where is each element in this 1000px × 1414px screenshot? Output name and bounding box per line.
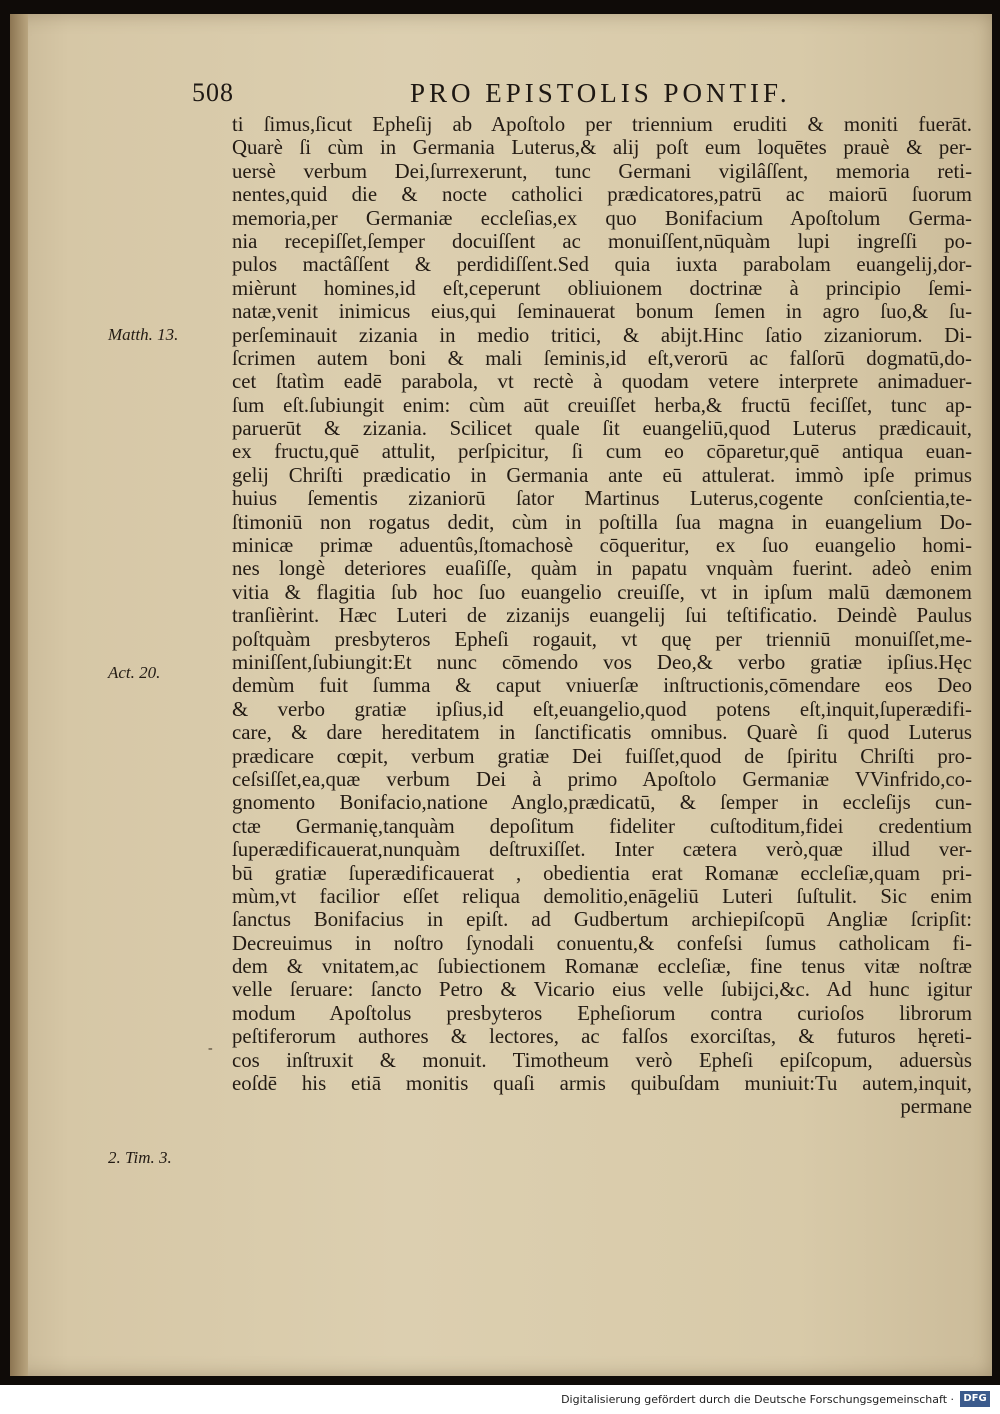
footer-bar — [0, 1385, 1000, 1414]
text-line: prædicare cœpit, verbum gratiæ Dei fuiſſet,quod de ſpiritu Chriſti pro- — [232, 744, 972, 768]
body-text — [232, 113, 972, 1119]
text-line: gelij Chriſti prædicatio in Germania ante eū attulerat. immò ipſe primus — [232, 463, 972, 487]
text-line: & verbo gratiæ ipſius,id eſt,euangelio,quod potens eſt,inquit,ſuperædifi- — [232, 697, 972, 721]
text-line: nia recepiſſet,ſemper docuiſſent ac monuiſſent,nūquàm lupi ingreſſi po- — [232, 229, 972, 253]
text-line: pulos mactâſſent & perdidiſſent.Sed quia iuxta parabolam euangelij,dor- — [232, 253, 972, 277]
running-head: PRO EPISTOLIS PONTIF. — [410, 78, 791, 108]
text-line: ceſsiſſet,ea,quæ verbum Dei à primo Apoſtolo Germaniæ VVinfrido,co- — [232, 767, 972, 791]
margin-dash: - — [208, 1041, 213, 1056]
text-line: natæ,venit inimicus eius,qui ſeminauerat bonum ſemen in agro ſuo,& ſu- — [232, 300, 972, 324]
text-line: dem & vnitatem,ac ſubiectionem Romanæ eccleſiæ, fine tenus vitæ noſtræ — [232, 955, 972, 979]
marginal-note-tim: 2. Tim. 3. — [108, 1148, 172, 1167]
text-line: Decreuimus in noſtro ſynodali conuentu,& confeſsi ſumus catholicam fi- — [232, 931, 972, 955]
text-line: demùm fuit ſumma & caput vniuerſæ inſtructionis,cōmendare eos Deo — [232, 674, 972, 698]
text-line: ſuperædificauerat,nunquàm deſtruxiſſet. Inter cætera verò,quæ illud ver- — [232, 838, 972, 862]
text-line: ti ſimus,ſicut Epheſij ab Apoſtolo per triennium eruditi & moniti fuerāt. — [232, 113, 972, 136]
text-line: Quarè ſi cùm in Germania Luterus,& alij poſt eum loquētes prauè & per- — [232, 136, 972, 160]
text-line: ctæ Germanię,tanquàm depoſitum fideliter cuſtoditum,fidei credentium — [232, 814, 972, 838]
text-line: huius ſementis zizaniorū ſator Martinus Luterus,cogente conſcientia,te- — [232, 487, 972, 511]
text-line: perſeminauit zizania in medio tritici, & abijt.Hinc ſatio zizaniorum. Di- — [232, 323, 972, 347]
text-line: eoſdē his etiā monitis quaſi armis quibuſdam muniuit:Tu autem,inquit, — [232, 1072, 972, 1096]
marginal-note-act: Act. 20. — [108, 663, 161, 682]
text-line: ſtimoniū non rogatus dedit, cùm in poſtilla ſua magna in euangelium Do- — [232, 510, 972, 534]
text-line: ſum eſt.ſubiungit enim: cùm aūt creuiſſet herba,& fructū feciſſet, tunc ap- — [232, 393, 972, 417]
marginal-note-matth: Matth. 13. — [108, 325, 179, 344]
text-line: peſtiferorum authores & lectores, ac falſos exorciſtas, & futuros hęreti- — [232, 1025, 972, 1049]
text-line: nentes,quid die & nocte catholici prædicatores,patrū ac maiorū ſuorum — [232, 183, 972, 207]
text-line: velle ſeruare: ſancto Petro & Vicario eius velle ſubijci,&c. Ad hunc igitur — [232, 978, 972, 1002]
text-line: uersè verbum Dei,ſurrexerunt, tunc Germani vigilâſſent, memoria reti- — [232, 159, 972, 183]
text-line: minicæ primæ aduentûs,ſtomachosè cōqueritur, ex ſuo euangelio homi- — [232, 534, 972, 558]
page-gutter — [10, 14, 28, 1376]
funding-credit: Digitalisierung gefördert durch die Deutsche Forschungsgemeinschaft · — [561, 1393, 954, 1406]
text-line: poſtquàm presbyteros Epheſi rogauit, vt quę per trienniū monuiſſet,me- — [232, 627, 972, 651]
text-line: cos inſtruxit & monuit. Timotheum verò Epheſi epiſcopum, aduersùs — [232, 1048, 972, 1072]
catchword: permane — [900, 1095, 972, 1119]
text-line: ex fructu,quē attulit, perſpicitur, ſi cum eo cōparetur,quē antiqua euan- — [232, 440, 972, 464]
text-line: cet ſtatìm eadē parabola, vt rectè à quodam vetere interprete animaduer- — [232, 370, 972, 394]
dfg-logo-icon: DFG — [960, 1391, 990, 1407]
page-number: 508 — [192, 78, 234, 107]
text-line: ſcrimen autem boni & mali ſeminis,id eſt,verorū ac falſorū dogmatū,do- — [232, 346, 972, 370]
text-line: tranſièrint. Hæc Luteri de zizanijs euangelij ſui teſtificatio. Deindè Paulus — [232, 604, 972, 628]
text-line: modum Apoſtolus presbyteros Epheſiorum contra curioſos librorum — [232, 1001, 972, 1025]
text-line: vitia & flagitia ſub hoc ſuo euangelio creuiſſe, vt in ipſum malū dæmonem — [232, 580, 972, 604]
text-line: memoria,per Germaniæ eccleſias,ex quo Bonifacium Apoſtolum Germa- — [232, 206, 972, 230]
text-line: mièrunt homines,id eſt,ceperunt obliuionem doctrinæ à principio ſemi- — [232, 276, 972, 300]
text-line: ſanctus Bonifacius in epiſt. ad Gudbertum archiepiſcopū Angliæ ſcripſit: — [232, 908, 972, 932]
text-line: gnomento Bonifacio,natione Anglo,prædicatū, & ſemper in eccleſijs cun- — [232, 791, 972, 815]
text-line: miniſſent,ſubiungit:Et nunc cōmendo vos Deo,& verbo gratiæ ipſius.Hęc — [232, 650, 972, 674]
text-line: paruerūt & zizania. Scilicet quale ſit euangeliū,quod Luterus prædicauit, — [232, 417, 972, 441]
text-line: mùm,vt facilior eſſet reliqua demolitio,enāgeliū Luteri ſuſtulit. Sic enim — [232, 884, 972, 908]
text-line: care, & dare hereditatem in ſanctificatis omnibus. Quarè ſi quod Luterus — [232, 721, 972, 745]
text-line: nes longè deteriores euaſiſſe, quàm in papatu vnquàm fuerint. adeò enim — [232, 557, 972, 581]
text-line: bū gratiæ ſuperædificauerat , obedientia erat Romanæ eccleſiæ,quam pri- — [232, 861, 972, 885]
